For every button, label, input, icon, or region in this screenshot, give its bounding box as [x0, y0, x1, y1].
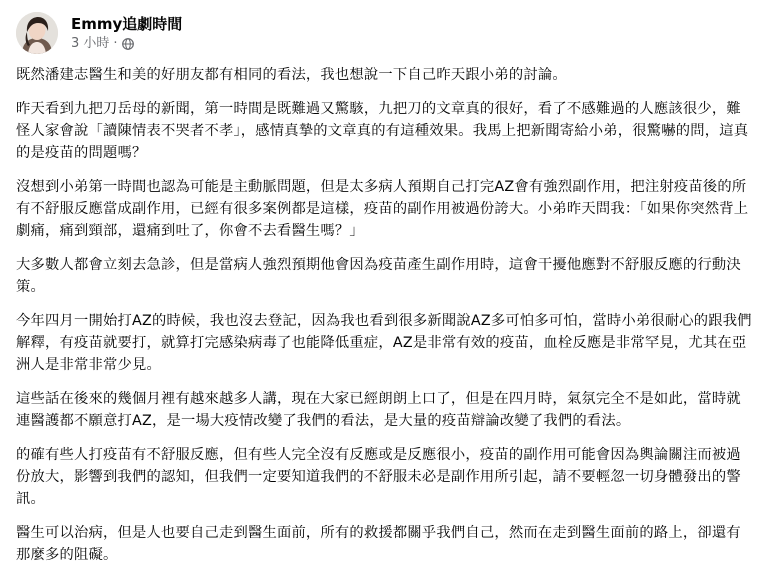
globe-icon[interactable] [122, 38, 134, 50]
profile-photo-icon [16, 12, 58, 54]
post-paragraph: 今年四月一開始打AZ的時候，我也沒去登記，因為我也看到很多新聞說AZ多可怕多可怕，當時小弟很耐心的跟我們解釋，有疫苗就要打，就算打完感染病毒了也能降低重症，AZ是非常有效的疫苗，血栓反應是非常罕見，尤其在亞洲人是非常非常少見。 [16, 313, 752, 373]
author-name[interactable]: Emmy追劇時間 [71, 15, 183, 33]
post-header [16, 8, 182, 58]
post-paragraph: 醫生可以治病，但是人也要自己走到醫生面前，所有的救援都關乎我們自己，然而在走到醫生面前的路上，卻還有那麼多的阻礙。 [16, 525, 741, 563]
avatar[interactable] [16, 12, 58, 54]
post-paragraph: 昨天看到九把刀岳母的新聞，第一時間是既難過又驚駭，九把刀的文章真的很好，看了不感難過的人應該很少，難怪人家會說「讀陳情表不哭者不孝」，感情真摯的文章真的有這種效果。我馬上把新聞寄給小弟，很驚嚇的問，這真的是疫苗的問題嗎？ [16, 101, 749, 161]
post-paragraph: 既然潘建志醫生和美的好朋友都有相同的看法，我也想說一下自己昨天跟小弟的討論。 [16, 67, 567, 83]
separator-dot: · [113, 36, 118, 51]
post-paragraph: 這些話在後來的幾個月裡有越來越多人講，現在大家已經朗朗上口了，但是在四月時，氣氛完全不是如此，當時就連醫護都不願意打AZ，是一場大疫情改變了我們的看法，是大量的疫苗辯論改變了我們的看法。 [16, 391, 741, 429]
post-paragraph: 大多數人都會立刻去急診，但是當病人強烈預期他會因為疫苗產生副作用時，這會干擾他應對不舒服反應的行動決策。 [16, 257, 741, 295]
post-body [16, 64, 755, 578]
post-meta [71, 14, 182, 52]
post-time[interactable]: 3 小時 [71, 36, 110, 51]
post-subline [71, 36, 182, 52]
post-paragraph: 沒想到小弟第一時間也認為可能是主動脈問題，但是太多病人預期自己打完AZ會有強烈副作用，把注射疫苗後的所有不舒服反應當成副作用，已經有很多案例都是這樣，疫苗的副作用被過份誇大。小弟昨天問我：「如果你突然背上劇痛，痛到頸部，還痛到吐了，你會不去看醫生嗎？」 [16, 179, 749, 239]
post-paragraph: 的確有些人打疫苗有不舒服反應，但有些人完全沒有反應或是反應很小，疫苗的副作用可能會因為輿論關注而被過份放大，影響到我們的認知，但我們一定要知道我們的不舒服未必是副作用所引起，請不要輕忽一切身體發出的警訊。 [16, 447, 741, 507]
